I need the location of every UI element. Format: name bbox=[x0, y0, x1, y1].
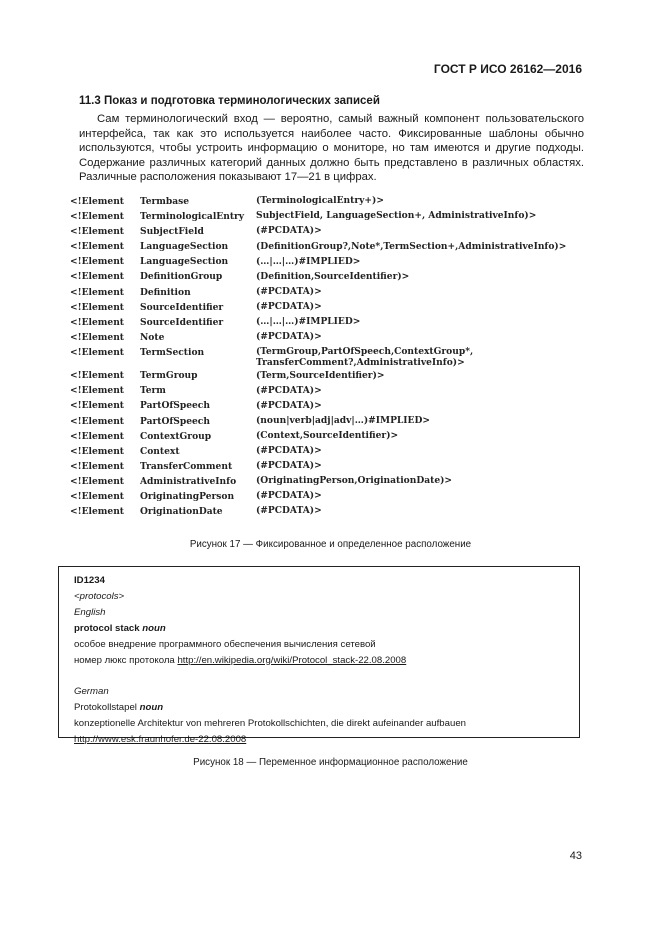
dtd-row bbox=[70, 209, 590, 224]
figure-18-entry-box bbox=[58, 566, 580, 746]
entry-language-english: English bbox=[74, 606, 106, 618]
dtd-element-name: OriginatingPerson bbox=[140, 490, 235, 502]
dtd-content-model: (#PCDATA)> bbox=[256, 399, 322, 411]
dtd-content-model: (#PCDATA)> bbox=[256, 384, 322, 396]
dtd-keyword: <!Element bbox=[70, 445, 125, 457]
section-title: 11.3 Показ и подготовка терминологических записей bbox=[79, 95, 380, 107]
dtd-element-name: LanguageSection bbox=[140, 256, 229, 268]
dtd-content-model: (#PCDATA)> bbox=[256, 300, 322, 312]
dtd-content-model: SubjectField, LanguageSection+, AdministrativeInfo)> bbox=[256, 210, 537, 222]
dtd-content-model: (Definition,SourceIdentifier)> bbox=[256, 270, 410, 282]
dtd-keyword: <!Element bbox=[70, 331, 125, 343]
dtd-row bbox=[70, 224, 590, 239]
dtd-keyword: <!Element bbox=[70, 301, 125, 313]
dtd-element-name: Term bbox=[140, 385, 166, 397]
dtd-row bbox=[70, 489, 590, 504]
dtd-content-model: (noun|verb|adj|adv|…)#IMPLIED> bbox=[256, 414, 430, 426]
dtd-keyword: <!Element bbox=[70, 430, 125, 442]
dtd-content-model: (OriginatingPerson,OriginationDate)> bbox=[256, 475, 453, 487]
standard-header: ГОСТ Р ИСО 26162—2016 bbox=[433, 62, 582, 76]
pos-english: noun bbox=[142, 622, 166, 634]
dtd-element-name: TermSection bbox=[140, 346, 205, 358]
dtd-row bbox=[70, 459, 590, 474]
dtd-element-name: Termbase bbox=[140, 196, 190, 207]
dtd-listing bbox=[70, 194, 590, 519]
dtd-keyword: <!Element bbox=[70, 256, 125, 268]
dtd-content-model: (#PCDATA)> bbox=[256, 445, 322, 456]
dtd-row bbox=[70, 414, 590, 429]
dtd-row bbox=[70, 285, 590, 300]
dtd-keyword: <!Element bbox=[70, 241, 125, 253]
dtd-content-model: (#PCDATA)> bbox=[256, 225, 322, 237]
dtd-element-name: SourceIdentifier bbox=[140, 301, 224, 313]
entry-source-english bbox=[74, 653, 579, 669]
dtd-keyword: <!Element bbox=[70, 211, 125, 223]
dtd-element-name: Context bbox=[140, 445, 180, 457]
dtd-row bbox=[70, 368, 590, 383]
dtd-content-model: (TermGroup,PartOfSpeech,ContextGroup*, TransferComment?,AdministrativeInfo)> bbox=[256, 346, 474, 368]
term-german: Protokollstapel bbox=[74, 702, 137, 714]
dtd-content-model: (Context,SourceIdentifier)> bbox=[256, 429, 399, 441]
entry-term-german bbox=[74, 700, 579, 716]
entry-term-english bbox=[74, 621, 579, 637]
entry-definition-german: konzeptionelle Architektur von mehreren Protokollschichten, die direkt aufeinander aufbauen bbox=[74, 718, 466, 730]
dtd-content-model: (#PCDATA)> bbox=[256, 331, 322, 343]
intro-paragraph: Сам терминологический вход — вероятно, самый важный компонент пользовательского интерфейса, так как это используется наиболее часто. Фиксированные шаблоны обычно используются, чтобы устроить информацию о мониторе, но там имеются и другие подходы. Содержание различных категорий данных должно быть представлено в различных областях. Различные расположения показывают 17—21 в цифрах. bbox=[79, 113, 584, 184]
dtd-element-name: Note bbox=[140, 331, 165, 343]
dtd-keyword: <!Element bbox=[70, 415, 125, 427]
dtd-keyword: <!Element bbox=[70, 346, 125, 358]
dtd-keyword: <!Element bbox=[70, 271, 125, 283]
dtd-element-name: SourceIdentifier bbox=[140, 316, 224, 328]
dtd-content-model: (DefinitionGroup?,Note*,TermSection+,AdministrativeInfo)> bbox=[256, 240, 567, 252]
dtd-content-model: (#PCDATA)> bbox=[256, 490, 322, 502]
dtd-row bbox=[70, 194, 590, 209]
dtd-row bbox=[70, 504, 590, 519]
dtd-keyword: <!Element bbox=[70, 286, 125, 298]
dtd-row bbox=[70, 269, 590, 284]
dtd-element-name: PartOfSpeech bbox=[140, 400, 210, 412]
dtd-keyword: <!Element bbox=[70, 400, 125, 412]
dtd-element-name: TransferComment bbox=[140, 460, 233, 472]
dtd-keyword: <!Element bbox=[70, 475, 125, 487]
dtd-element-name: SubjectField bbox=[140, 226, 204, 238]
dtd-row bbox=[70, 300, 590, 315]
dtd-content-model: (#PCDATA)> bbox=[256, 285, 322, 297]
dtd-keyword: <!Element bbox=[70, 385, 125, 397]
dtd-content-model: (…|…|…)#IMPLIED> bbox=[256, 316, 361, 328]
dtd-keyword: <!Element bbox=[70, 196, 125, 207]
dtd-row bbox=[70, 383, 590, 398]
dtd-keyword: <!Element bbox=[70, 226, 125, 238]
entry-definition-english: особое внедрение программного обеспечения вычисления сетевой bbox=[74, 638, 376, 650]
dtd-element-name: ContextGroup bbox=[140, 430, 212, 442]
page-number: 43 bbox=[569, 850, 582, 862]
dtd-row bbox=[70, 429, 590, 444]
dtd-element-name: OriginationDate bbox=[140, 506, 223, 518]
dtd-row bbox=[70, 345, 590, 368]
dtd-row bbox=[70, 398, 590, 413]
dtd-element-name: AdministrativeInfo bbox=[140, 475, 237, 487]
source-english-link[interactable]: http://en.wikipedia.org/wiki/Protocol_stack-22.08.2008 bbox=[177, 654, 407, 666]
entry-language-german: German bbox=[74, 686, 109, 698]
dtd-element-name: Definition bbox=[140, 286, 191, 298]
dtd-row bbox=[70, 444, 590, 459]
source-german-link[interactable]: http://www.esk.fraunhofer.de-22.08.2008 bbox=[74, 734, 247, 746]
dtd-row bbox=[70, 330, 590, 345]
dtd-content-model: (Term,SourceIdentifier)> bbox=[256, 369, 385, 381]
dtd-element-name: TerminologicalEntry bbox=[140, 211, 245, 223]
dtd-element-name: TermGroup bbox=[140, 370, 198, 382]
dtd-element-name: DefinitionGroup bbox=[140, 271, 223, 283]
dtd-keyword: <!Element bbox=[70, 316, 125, 328]
entry-id: ID1234 bbox=[74, 575, 105, 586]
dtd-content-model: (#PCDATA)> bbox=[256, 505, 322, 517]
dtd-element-name: PartOfSpeech bbox=[140, 415, 210, 427]
dtd-element-name: LanguageSection bbox=[140, 241, 229, 253]
term-english: protocol stack bbox=[74, 622, 140, 634]
dtd-keyword: <!Element bbox=[70, 490, 125, 502]
figure-18-caption: Рисунок 18 — Переменное информационное расположение bbox=[193, 757, 468, 768]
figure-17-caption: Рисунок 17 — Фиксированное и определенное расположение bbox=[189, 539, 472, 550]
dtd-keyword: <!Element bbox=[70, 460, 125, 472]
dtd-keyword: <!Element bbox=[70, 506, 125, 518]
dtd-content-model: (TerminologicalEntry+)> bbox=[256, 195, 384, 207]
dtd-row bbox=[70, 474, 590, 489]
entry-subject: <protocols> bbox=[74, 590, 125, 602]
dtd-row bbox=[70, 239, 590, 254]
pos-german: noun bbox=[139, 702, 164, 714]
dtd-content-model: (…|…|…)#IMPLIED> bbox=[256, 255, 361, 267]
dtd-row bbox=[70, 315, 590, 330]
dtd-content-model: (#PCDATA)> bbox=[256, 460, 322, 472]
dtd-row bbox=[70, 254, 590, 269]
source-english-prefix: номер люкс протокола bbox=[74, 654, 175, 666]
dtd-keyword: <!Element bbox=[70, 370, 125, 382]
